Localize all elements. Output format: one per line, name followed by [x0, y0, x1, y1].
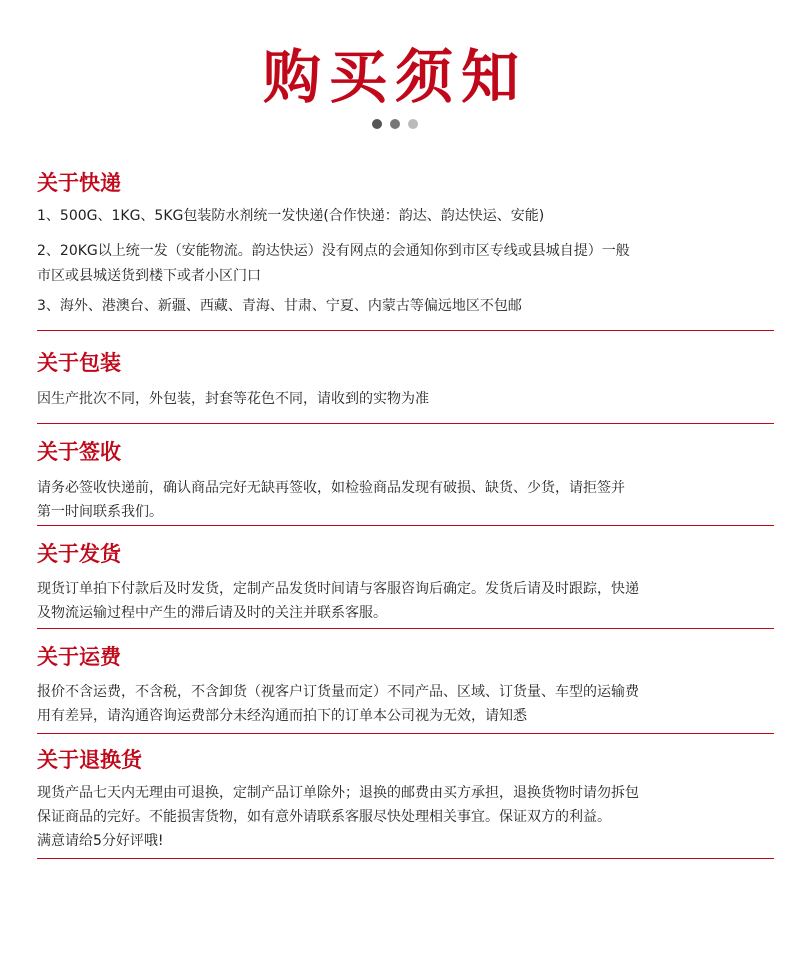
section-divider	[37, 525, 774, 526]
section-line: 现货订单拍下付款后及时发货，定制产品发货时间请与客服咨询后确定。发货后请及时跟踪，快递	[37, 581, 639, 597]
section-line: 因生产批次不同，外包装，封套等花色不同，请收到的实物为准	[37, 391, 429, 407]
section-line: 请务必签收快递前，确认商品完好无缺再签收，如检验商品发现有破损、缺货、少货，请拒签并	[37, 480, 625, 496]
dot-3	[408, 119, 418, 129]
section-line: 现货产品七天内无理由可退换，定制产品订单除外；退换的邮费由买方承担，退换货物时请勿拆包	[37, 785, 639, 801]
section-line: 及物流运输过程中产生的滞后请及时的关注并联系客服。	[37, 605, 387, 621]
section-line: 第一时间联系我们。	[37, 504, 163, 520]
section-line: 用有差异，请沟通咨询运费部分未经沟通而拍下的订单本公司视为无效，请知悉	[37, 708, 527, 724]
section-line: 保证商品的完好。不能损害货物，如有意外请联系客服尽快处理相关事宜。保证双方的利益。	[37, 809, 611, 825]
section-heading: 关于包装	[37, 351, 121, 375]
page-title: 购买须知	[262, 43, 527, 111]
decorative-dots	[0, 119, 790, 129]
section-line: 报价不含运费，不含税，不含卸货（视客户订货量而定）不同产品、区域、订货量、车型的运输费	[37, 684, 639, 700]
section-divider	[37, 733, 774, 734]
section-line: 市区或县城送货到楼下或者小区门口	[37, 268, 261, 284]
section-heading: 关于退换货	[37, 748, 142, 772]
section-heading: 关于快递	[37, 171, 121, 195]
section-heading: 关于签收	[37, 440, 121, 464]
dot-2	[390, 119, 400, 129]
section-divider	[37, 858, 774, 859]
section-divider	[37, 423, 774, 424]
section-divider	[37, 628, 774, 629]
section-heading: 关于发货	[37, 542, 121, 566]
dot-1	[372, 119, 382, 129]
section-line: 满意请给5分好评哦!	[37, 833, 164, 849]
section-heading: 关于运费	[37, 645, 121, 669]
section-line: 1、500G、1KG、5KG包装防水剂统一发快递(合作快递：韵达、韵达快运、安能)	[37, 208, 545, 224]
section-divider	[37, 330, 774, 331]
section-line: 3、海外、港澳台、新疆、西藏、青海、甘肃、宁夏、内蒙古等偏远地区不包邮	[37, 298, 522, 314]
section-line: 2、20KG以上统一发（安能物流。韵达快运）没有网点的会通知你到市区专线或县城自提）一般	[37, 243, 630, 259]
